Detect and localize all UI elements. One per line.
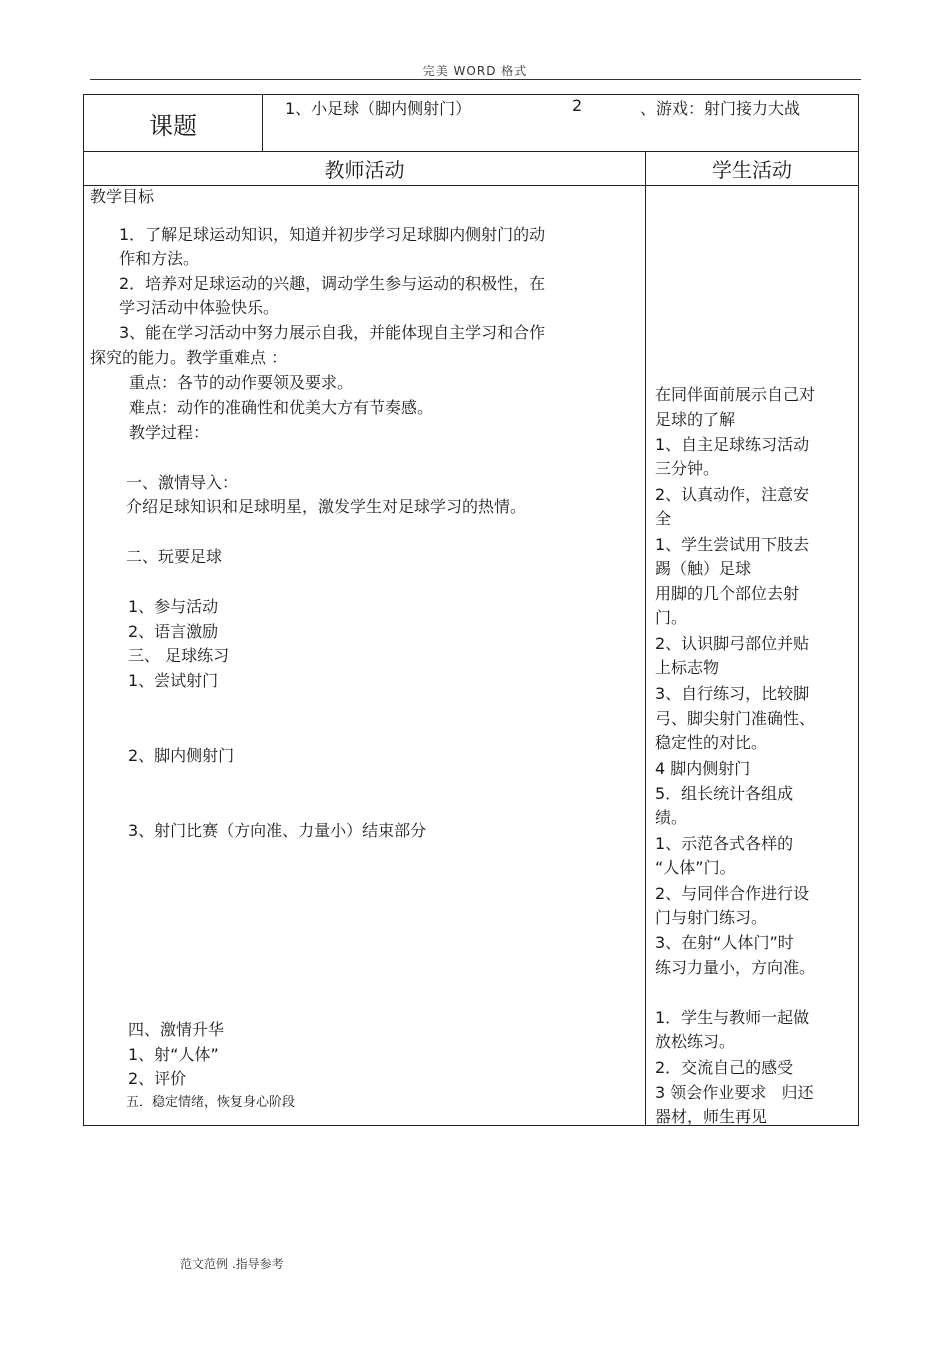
- student-line: 1．学生与教师一起做: [655, 1008, 810, 1027]
- teacher-line: 介绍足球知识和足球明星，激发学生对足球学习的热情。: [126, 497, 527, 516]
- column-divider: [645, 151, 646, 1125]
- teacher-line: 学习活动中体验快乐。: [119, 298, 280, 317]
- student-line: 稳定性的对比。: [655, 733, 768, 752]
- student-line: 在同伴面前展示自己对: [655, 385, 816, 404]
- teacher-line: 三、 足球练习: [128, 646, 230, 665]
- teacher-line: 2、语言激励: [128, 622, 219, 641]
- student-line: 3、在射“人体门”时: [655, 933, 794, 952]
- teacher-line: 难点：动作的准确性和优美大方有节奏感。: [129, 398, 434, 417]
- teacher-line: 2、脚内侧射门: [128, 746, 235, 765]
- student-line: 绩。: [655, 808, 688, 827]
- lesson-topic-1: 1、小足球（脚内侧射门）: [285, 99, 472, 118]
- teacher-line: 3、射门比赛（方向准、力量小）结束部分: [128, 821, 427, 840]
- teacher-line: 二、玩要足球: [126, 547, 223, 566]
- student-line: 用脚的几个部位去射: [655, 584, 800, 603]
- teacher-line: 重点：各节的动作要领及要求。: [129, 373, 354, 392]
- student-line: 踢（触）足球: [655, 559, 752, 578]
- teacher-line: 教学过程：: [129, 423, 210, 442]
- teacher-line: 五．稳定情绪，恢复身心阶段: [126, 1095, 296, 1110]
- student-line: 1、示范各式各样的: [655, 834, 794, 853]
- lesson-topic-2: 、游戏：射门接力大战: [640, 99, 801, 118]
- teacher-line: 1．了解足球运动知识，知道并初步学习足球脚内侧射门的动: [119, 225, 546, 244]
- student-line: 1、学生尝试用下肢去: [655, 535, 810, 554]
- page-footer: 范文范例 .指导参考: [180, 1257, 284, 1271]
- student-line: 弓、脚尖射门准确性、: [655, 709, 816, 728]
- student-line: 3、自行练习，比较脚: [655, 684, 810, 703]
- student-line: 3 领会作业要求 归还: [655, 1083, 814, 1102]
- student-line: 练习力量小，方向准。: [655, 958, 816, 977]
- student-line: 门与射门练习。: [655, 908, 768, 927]
- student-line: 全: [655, 509, 672, 528]
- student-line: 2、认真动作，注意安: [655, 485, 810, 504]
- student-line: “人体”门。: [655, 858, 736, 877]
- student-line: 门。: [655, 608, 688, 627]
- page-header: 完美 WORD 格式: [422, 64, 528, 78]
- lesson-topic-number: 2: [572, 96, 583, 115]
- student-line: 三分钟。: [655, 459, 720, 478]
- student-line: 2．交流自己的感受: [655, 1058, 794, 1077]
- teacher-activity-heading: 教师活动: [324, 157, 405, 182]
- teacher-line: 3、能在学习活动中努力展示自我，并能体现自主学习和合作: [119, 323, 546, 342]
- header-rule: [90, 79, 861, 80]
- student-line: 5．组长统计各组成: [655, 784, 794, 803]
- student-line: 1、自主足球练习活动: [655, 435, 810, 454]
- student-line: 上标志物: [655, 658, 720, 677]
- student-line: 2、与同伴合作进行设: [655, 884, 810, 903]
- teacher-line: 作和方法。: [119, 249, 200, 268]
- student-activity-heading: 学生活动: [712, 157, 792, 182]
- teacher-line: 1、尝试射门: [128, 671, 219, 690]
- teacher-line: 1、射“人体”: [128, 1045, 219, 1064]
- student-line: 2、认识脚弓部位并贴: [655, 634, 810, 653]
- teacher-line: 一、激情导入：: [126, 473, 239, 492]
- teacher-line: 探究的能力。教学重难点 ：: [90, 348, 288, 367]
- teacher-line: 教学目标: [90, 187, 155, 206]
- lesson-title-label: 课题: [149, 111, 197, 140]
- teacher-line: 2、评价: [128, 1069, 187, 1088]
- student-line: 器材，师生再见: [655, 1107, 768, 1126]
- teacher-line: 1、参与活动: [128, 597, 219, 616]
- teacher-line: 四、激情升华: [128, 1020, 225, 1039]
- title-divider: [262, 95, 263, 151]
- student-line: 足球的了解: [655, 410, 736, 429]
- student-line: 放松练习。: [655, 1032, 736, 1051]
- lesson-plan-table: [83, 94, 859, 1126]
- teacher-line: 2．培养对足球运动的兴趣，调动学生参与运动的积极性，在: [119, 274, 546, 293]
- student-line: 4 脚内侧射门: [655, 759, 751, 778]
- row-divider-head: [84, 185, 858, 186]
